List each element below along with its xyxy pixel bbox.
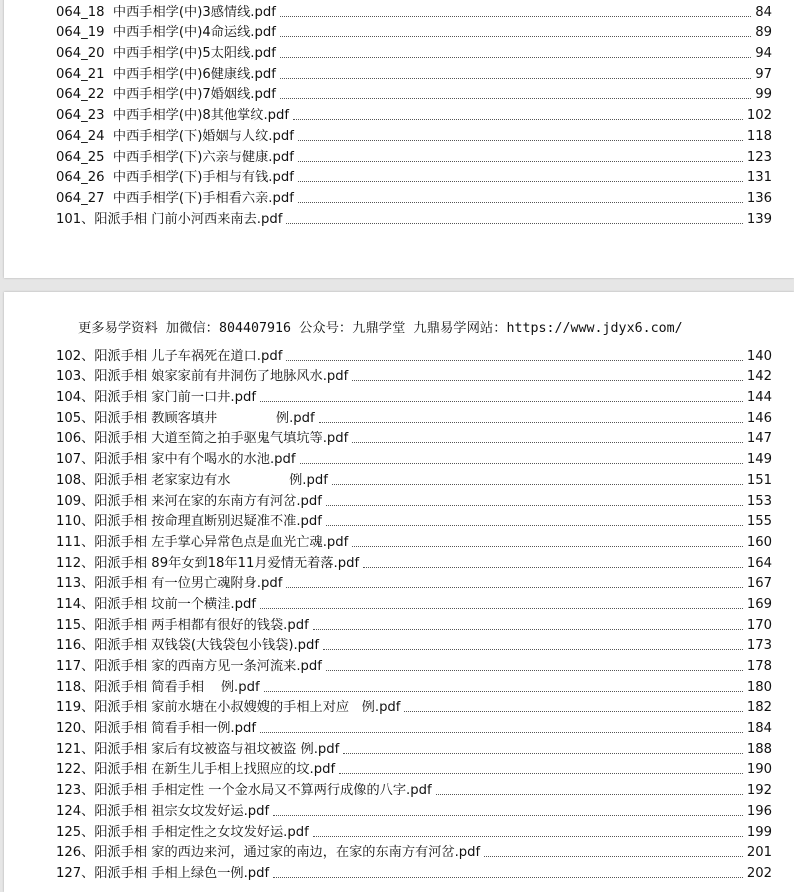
dot-leader bbox=[352, 441, 743, 443]
toc-entry-page-number: 153 bbox=[746, 493, 772, 509]
toc-entry[interactable] bbox=[56, 737, 772, 758]
toc-entry-title: 064_18 中西手相学(中)3感情线.pdf bbox=[56, 4, 276, 20]
dot-leader bbox=[280, 97, 751, 99]
toc-entry-page-number: 149 bbox=[746, 452, 772, 468]
dot-leader bbox=[260, 400, 743, 402]
dot-leader bbox=[343, 752, 743, 754]
dot-leader bbox=[323, 648, 743, 650]
dot-leader bbox=[298, 139, 743, 141]
toc-entry-title: 108、阳派手相 老家家边有水 例.pdf bbox=[56, 472, 328, 488]
toc-entry-page-number: 201 bbox=[746, 845, 772, 861]
toc-list bbox=[56, 344, 772, 882]
toc-entry-page-number: 188 bbox=[746, 741, 772, 757]
toc-entry[interactable] bbox=[56, 0, 772, 21]
toc-entry-title: 064_24 中西手相学(下)婚姻与人纹.pdf bbox=[56, 128, 294, 144]
toc-entry-page-number: 199 bbox=[746, 824, 772, 840]
toc-entry[interactable] bbox=[56, 530, 772, 551]
dot-leader bbox=[264, 690, 743, 692]
dot-leader bbox=[404, 710, 742, 712]
toc-entry-title: 104、阳派手相 家门前一口井.pdf bbox=[56, 390, 257, 406]
toc-entry-title: 106、阳派手相 大道至简之拍手驱鬼气填坑等.pdf bbox=[56, 431, 349, 447]
toc-entry[interactable] bbox=[56, 675, 772, 696]
toc-entry-page-number: 146 bbox=[746, 410, 772, 426]
toc-entry[interactable] bbox=[56, 365, 772, 386]
toc-entry[interactable] bbox=[56, 634, 772, 655]
toc-entry-page-number: 147 bbox=[746, 431, 772, 447]
dot-leader bbox=[326, 669, 743, 671]
dot-leader bbox=[339, 772, 743, 774]
toc-entry[interactable] bbox=[56, 654, 772, 675]
toc-entry-page-number: 102 bbox=[746, 108, 772, 124]
toc-entry-title: 112、阳派手相 89年女到18年11月爱情无着落.pdf bbox=[56, 555, 360, 571]
toc-entry-title: 122、阳派手相 在新生儿手相上找照应的坟.pdf bbox=[56, 762, 336, 778]
toc-entry-title: 101、阳派手相 门前小河西来南去.pdf bbox=[56, 211, 283, 227]
toc-entry[interactable] bbox=[56, 468, 772, 489]
toc-entry-page-number: 169 bbox=[746, 596, 772, 612]
dot-leader bbox=[280, 35, 751, 37]
dot-leader bbox=[363, 566, 743, 568]
toc-entry-title: 116、阳派手相 双钱袋(大钱袋包小钱袋).pdf bbox=[56, 638, 320, 654]
toc-entry[interactable] bbox=[56, 344, 772, 365]
toc-entry[interactable] bbox=[56, 551, 772, 572]
dot-leader bbox=[298, 180, 743, 182]
toc-entry-title: 127、阳派手相 手相上绿色一例.pdf bbox=[56, 865, 270, 881]
toc-entry-title: 111、阳派手相 左手掌心异常色点是血光亡魂.pdf bbox=[56, 534, 349, 550]
toc-entry-title: 103、阳派手相 娘家家前有井洞伤了地脉风水.pdf bbox=[56, 369, 349, 385]
toc-entry[interactable] bbox=[56, 21, 772, 42]
toc-entry[interactable] bbox=[56, 510, 772, 531]
dot-leader bbox=[313, 628, 743, 630]
dot-leader bbox=[326, 504, 743, 506]
toc-entry-title: 109、阳派手相 来河在家的东南方有河岔.pdf bbox=[56, 493, 322, 509]
toc-entry-page-number: 202 bbox=[746, 865, 772, 881]
toc-entry-title: 121、阳派手相 家后有坟被盗与祖坟被盗 例.pdf bbox=[56, 741, 340, 757]
toc-entry-page-number: 89 bbox=[755, 25, 772, 41]
dot-leader bbox=[313, 835, 743, 837]
dot-leader bbox=[273, 814, 743, 816]
dot-leader bbox=[260, 607, 743, 609]
toc-entry-page-number: 190 bbox=[746, 762, 772, 778]
toc-entry-title: 064_26 中西手相学(下)手相与有钱.pdf bbox=[56, 170, 294, 186]
toc-entry[interactable] bbox=[56, 124, 772, 145]
dot-leader bbox=[286, 359, 742, 361]
toc-entry-page-number: 160 bbox=[746, 534, 772, 550]
dot-leader bbox=[280, 77, 751, 79]
toc-entry[interactable] bbox=[56, 406, 772, 427]
toc-entry-title: 105、阳派手相 教顾客填井 例.pdf bbox=[56, 410, 315, 426]
toc-entry-title: 118、阳派手相 简看手相 例.pdf bbox=[56, 679, 260, 695]
dot-leader bbox=[286, 222, 742, 224]
document-page-1 bbox=[4, 0, 794, 278]
dot-leader bbox=[326, 524, 743, 526]
toc-entry[interactable] bbox=[56, 592, 772, 613]
toc-entry[interactable] bbox=[56, 186, 772, 207]
toc-entry-title: 064_27 中西手相学(下)手相看六亲.pdf bbox=[56, 190, 294, 206]
toc-entry[interactable] bbox=[56, 103, 772, 124]
toc-entry-page-number: 142 bbox=[746, 369, 772, 385]
dot-leader bbox=[273, 876, 743, 878]
toc-entry-title: 117、阳派手相 家的西南方见一条河流来.pdf bbox=[56, 659, 322, 674]
toc-entry-page-number: 180 bbox=[746, 679, 772, 695]
document-page-2 bbox=[4, 292, 794, 892]
toc-entry-title: 064_21 中西手相学(中)6健康线.pdf bbox=[56, 66, 276, 82]
toc-entry-page-number: 94 bbox=[755, 46, 772, 62]
toc-entry[interactable] bbox=[56, 820, 772, 841]
toc-entry-page-number: 131 bbox=[746, 170, 772, 186]
toc-entry-page-number: 151 bbox=[746, 472, 772, 488]
dot-leader bbox=[352, 545, 743, 547]
toc-entry[interactable] bbox=[56, 861, 772, 882]
toc-entry[interactable] bbox=[56, 83, 772, 104]
toc-entry-page-number: 118 bbox=[746, 128, 772, 144]
dot-leader bbox=[298, 201, 743, 203]
toc-entry-page-number: 140 bbox=[746, 348, 772, 364]
toc-entry-title: 102、阳派手相 儿子车祸死在道口.pdf bbox=[56, 348, 283, 364]
toc-entry-title: 110、阳派手相 按命理直断别迟疑准不准.pdf bbox=[56, 514, 322, 530]
toc-entry-title: 114、阳派手相 坟前一个横洼.pdf bbox=[56, 596, 257, 612]
toc-entry[interactable] bbox=[56, 758, 772, 779]
dot-leader bbox=[298, 160, 743, 162]
toc-entry[interactable] bbox=[56, 41, 772, 62]
toc-entry[interactable] bbox=[56, 385, 772, 406]
dot-leader bbox=[332, 483, 743, 485]
toc-entry[interactable] bbox=[56, 62, 772, 83]
toc-entry[interactable] bbox=[56, 572, 772, 593]
toc-entry[interactable] bbox=[56, 799, 772, 820]
toc-list bbox=[56, 0, 772, 228]
toc-entry-title: 107、阳派手相 家中有个喝水的水池.pdf bbox=[56, 452, 296, 468]
dot-leader bbox=[319, 421, 743, 423]
dot-leader bbox=[300, 462, 743, 464]
toc-entry-page-number: 178 bbox=[746, 659, 772, 674]
dot-leader bbox=[352, 379, 743, 381]
dot-leader bbox=[280, 56, 751, 58]
toc-entry[interactable] bbox=[56, 696, 772, 717]
toc-entry[interactable] bbox=[56, 207, 772, 228]
toc-entry-title: 119、阳派手相 家前水塘在小叔嫂嫂的手相上对应 例.pdf bbox=[56, 700, 401, 716]
toc-entry-page-number: 139 bbox=[746, 211, 772, 227]
toc-entry-title: 064_25 中西手相学(下)六亲与健康.pdf bbox=[56, 149, 294, 165]
toc-entry-title: 064_22 中西手相学(中)7婚姻线.pdf bbox=[56, 87, 276, 103]
toc-entry-page-number: 84 bbox=[755, 4, 772, 20]
toc-entry-page-number: 192 bbox=[746, 783, 772, 799]
toc-entry-title: 125、阳派手相 手相定性之女坟发好运.pdf bbox=[56, 824, 309, 840]
toc-entry-page-number: 123 bbox=[746, 149, 772, 165]
dot-leader bbox=[293, 118, 743, 120]
dot-leader bbox=[260, 731, 743, 733]
dot-leader bbox=[286, 586, 742, 588]
toc-entry-title: 124、阳派手相 祖宗女坟发好运.pdf bbox=[56, 803, 270, 819]
toc-entry-page-number: 144 bbox=[746, 390, 772, 406]
toc-entry[interactable] bbox=[56, 427, 772, 448]
toc-entry[interactable] bbox=[56, 166, 772, 187]
toc-entry-page-number: 196 bbox=[746, 803, 772, 819]
toc-entry-page-number: 184 bbox=[746, 721, 772, 737]
toc-entry[interactable] bbox=[56, 145, 772, 166]
toc-entry-page-number: 167 bbox=[746, 576, 772, 592]
toc-entry-title: 123、阳派手相 手相定性 一个金水局又不算两行成像的八字.pdf bbox=[56, 783, 432, 799]
toc-entry[interactable] bbox=[56, 841, 772, 862]
toc-entry-page-number: 136 bbox=[746, 190, 772, 206]
toc-entry-title: 064_23 中西手相学(中)8其他掌纹.pdf bbox=[56, 108, 290, 124]
toc-entry[interactable] bbox=[56, 489, 772, 510]
toc-entry-page-number: 173 bbox=[746, 638, 772, 654]
toc-entry-title: 064_19 中西手相学(中)4命运线.pdf bbox=[56, 25, 276, 41]
toc-entry-title: 126、阳派手相 家的西边来河，通过家的南边，在家的东南方有河岔.pdf bbox=[56, 845, 481, 861]
toc-entry[interactable] bbox=[56, 778, 772, 799]
page-header-notice: 更多易学资料 加微信：804407916 公众号：九鼎学堂 九鼎易学网站：https://www.jdyx6.com/ bbox=[78, 321, 683, 336]
toc-entry-page-number: 99 bbox=[755, 87, 772, 103]
toc-entry[interactable] bbox=[56, 613, 772, 634]
toc-entry-page-number: 97 bbox=[755, 66, 772, 82]
toc-entry-title: 064_20 中西手相学(中)5太阳线.pdf bbox=[56, 46, 276, 62]
toc-entry-title: 115、阳派手相 两手相都有很好的钱袋.pdf bbox=[56, 617, 309, 633]
toc-entry[interactable] bbox=[56, 716, 772, 737]
toc-entry-title: 113、阳派手相 有一位男亡魂附身.pdf bbox=[56, 576, 283, 592]
toc-entry[interactable] bbox=[56, 447, 772, 468]
toc-entry-title: 120、阳派手相 简看手相一例.pdf bbox=[56, 721, 257, 737]
toc-entry-page-number: 170 bbox=[746, 617, 772, 633]
toc-entry-page-number: 182 bbox=[746, 700, 772, 716]
dot-leader bbox=[484, 855, 743, 857]
dot-leader bbox=[280, 15, 751, 17]
toc-entry-page-number: 164 bbox=[746, 555, 772, 571]
dot-leader bbox=[436, 793, 743, 795]
toc-entry-page-number: 155 bbox=[746, 514, 772, 530]
